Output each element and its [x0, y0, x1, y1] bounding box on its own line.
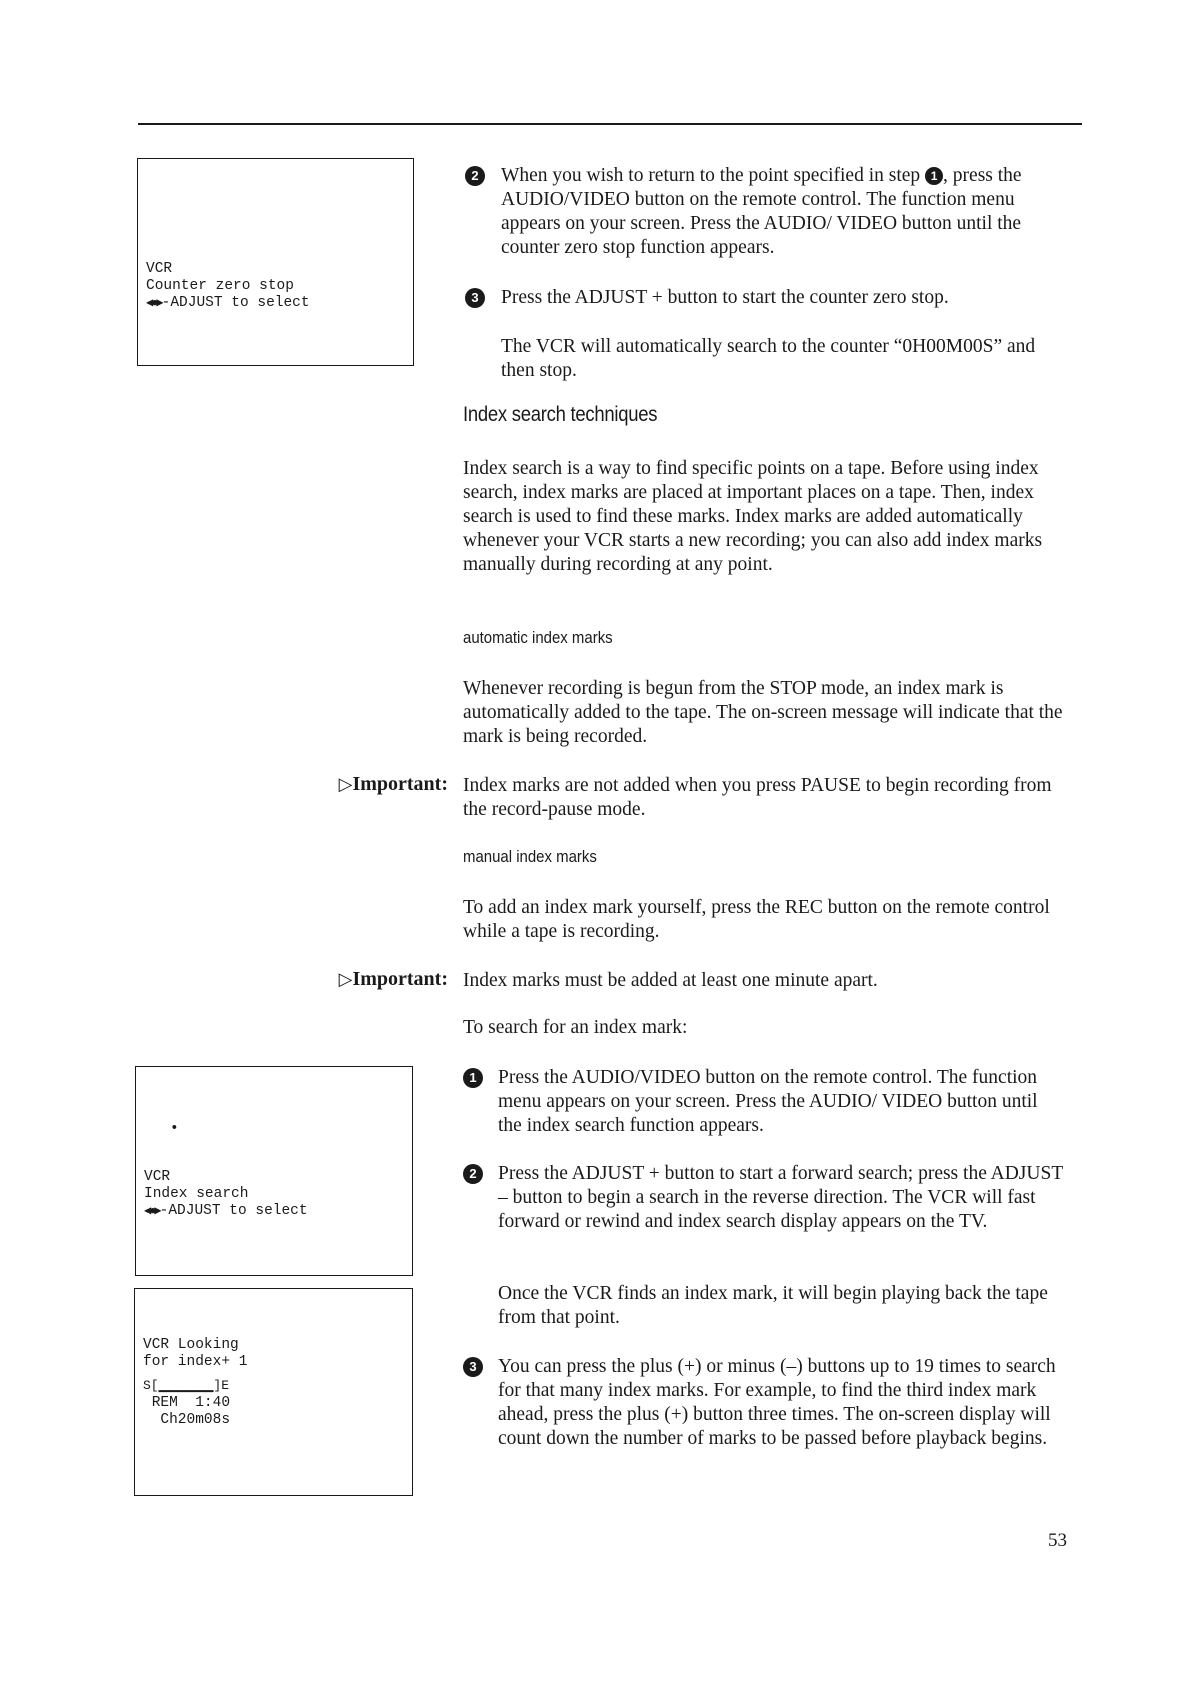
search-step-1-text: Press the AUDIO/VIDEO button on the remote control. The function menu appears on your screen. Press the AUDIO/ VIDEO button until the index search function appears.	[498, 1067, 1038, 1136]
osd-line-vcr: VCR	[144, 1169, 171, 1185]
important-note-2: Index marks must be added at least one minute apart.	[463, 970, 878, 991]
osd-line-adjust: ◀●▶-ADJUST to select	[144, 1203, 308, 1219]
step-2-text: When you wish to return to the point specified in step 1 , press the AUDIO/VIDEO button on the remote control. The function menu appears on your screen. Press the AUDIO/ VIDEO button until the counter zero stop function appears.	[501, 165, 1022, 258]
page-number: 53	[1048, 1530, 1067, 1551]
search-step-1-number: 1	[463, 1068, 483, 1088]
osd-line-vcr-looking: VCR Looking	[143, 1337, 239, 1353]
osd-looking-for-index	[134, 1288, 413, 1496]
adjust-arrows-icon: ◀●▶	[144, 1204, 160, 1218]
subheading-automatic-index-marks: automatic index marks	[463, 628, 613, 647]
search-step-2-number: 2	[463, 1164, 483, 1184]
search-step-2-text: Press the ADJUST + button to start a forward search; press the ADJUST – button to begin a search in the reverse direction. The VCR will fast forward or rewind and index search display appears on the TV.	[498, 1163, 1063, 1232]
osd-dot: •	[170, 1121, 179, 1137]
osd-line-index-search: Index search	[144, 1186, 249, 1202]
automatic-marks-paragraph: Whenever recording is begun from the STOP mode, an index mark is automatically added to the tape. The on-screen message will indicate that the mark is being recorded.	[463, 678, 1063, 747]
search-step-3-number: 3	[463, 1357, 483, 1377]
osd-line-adjust: ◀●▶-ADJUST to select	[146, 295, 310, 311]
search-step-2-followup: Once the VCR finds an index mark, it will begin playing back the tape from that point.	[498, 1283, 1048, 1328]
osd-line-counter: Ch20m08s	[143, 1412, 231, 1428]
osd-line-counter-zero: Counter zero stop	[146, 278, 294, 294]
step-3-followup: The VCR will automatically search to the counter “0H00M00S” and then stop.	[501, 336, 1036, 381]
osd-line-rem: REM 1:40	[143, 1395, 231, 1411]
search-step-3-text: You can press the plus (+) or minus (–) buttons up to 19 times to search for that many index marks. For example, to find the third index mark ahead, press the plus (+) button three times. The on-screen display will count down the number of marks to be passed before playback begins.	[498, 1356, 1056, 1449]
subheading-manual-index-marks: manual index marks	[463, 847, 597, 866]
step-ref-1: 1	[925, 167, 943, 185]
triangle-icon: ▷	[338, 969, 353, 990]
step-3-number: 3	[465, 288, 485, 308]
important-note-1: Index marks are not added when you press PAUSE to begin recording from the record-pause mode.	[463, 775, 1052, 820]
step-3-text: Press the ADJUST + button to start the counter zero stop.	[501, 287, 949, 308]
osd-line-vcr: VCR	[146, 261, 173, 277]
important-label-2: ▷Important:	[338, 968, 448, 990]
osd-counter-zero-stop	[137, 158, 414, 366]
important-label-1: ▷Important:	[338, 773, 448, 795]
osd-progress-bar: S[▁▁▁▁▁▁▁]E	[143, 1378, 229, 1393]
manual-marks-paragraph: To add an index mark yourself, press the REC button on the remote control while a tape is recording.	[463, 897, 1050, 942]
osd-index-search	[135, 1066, 413, 1276]
index-intro-paragraph: Index search is a way to find specific points on a tape. Before using index search, index marks are placed at important places on a tape. Then, index search is used to find these marks. Index marks are added automatically whenever your VCR starts a new recording; you can also add index marks manually during recording at any point.	[463, 458, 1043, 575]
search-intro: To search for an index mark:	[463, 1017, 688, 1038]
step-2-number: 2	[465, 166, 485, 186]
adjust-arrows-icon: ◀●▶	[146, 296, 162, 310]
triangle-icon: ▷	[338, 774, 353, 795]
osd-line-for-index: for index+ 1	[143, 1354, 248, 1370]
section-heading-index-search: Index search techniques	[463, 403, 658, 426]
header-rule	[138, 123, 1082, 125]
